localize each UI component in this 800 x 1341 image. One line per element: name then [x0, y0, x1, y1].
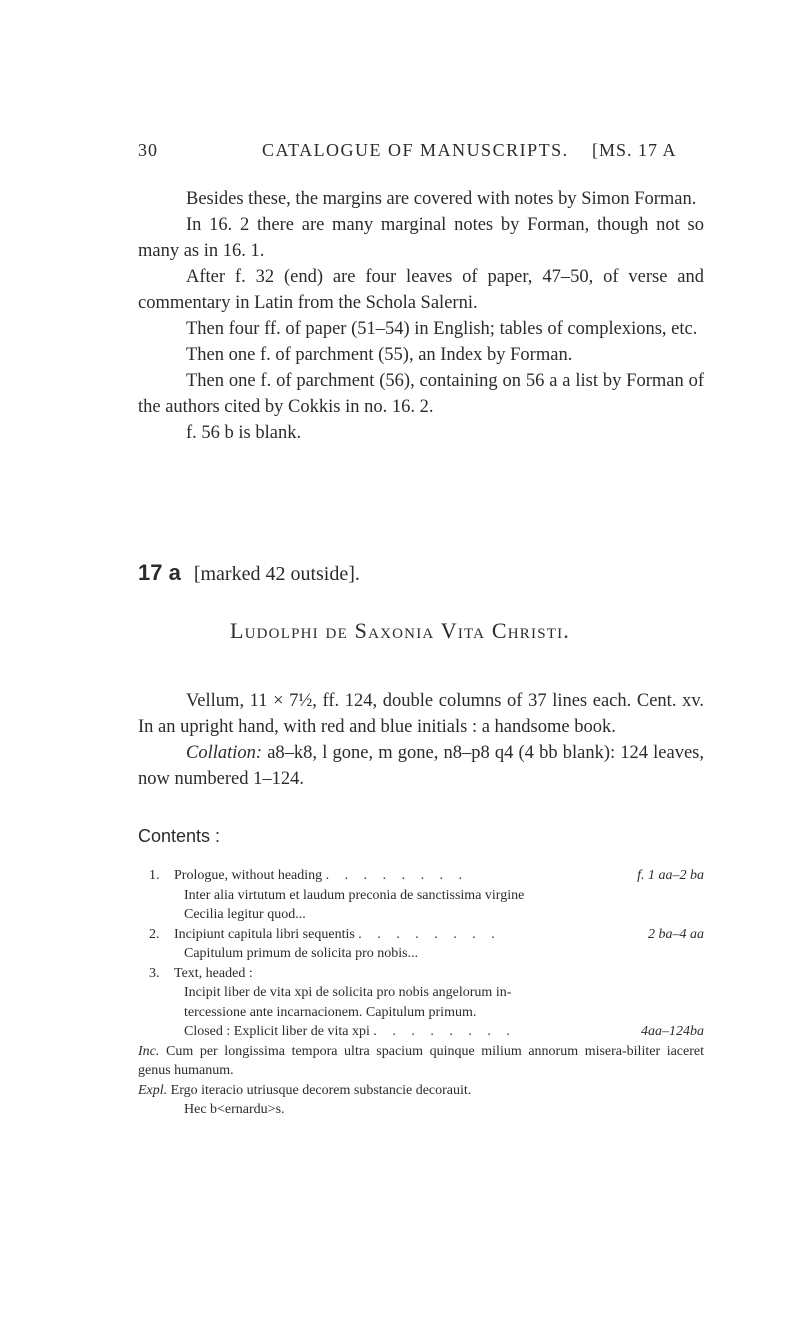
item-number: 1.: [149, 868, 160, 883]
intro-line: After f. 32 (end) are four leaves of paper, 47–50, of verse and commentary in Latin from the Schola Salerni.: [138, 267, 704, 313]
folio-ref: f. 1 aa–2 ba: [637, 868, 704, 883]
vellum-description: Vellum, 11 × 7½, ff. 124, double columns of 37 lines each. Cent. xv. In an upright hand, with red and blue initials : a handsome book.: [138, 691, 704, 737]
expl-label: Expl.: [138, 1082, 168, 1098]
collation-label: Collation:: [186, 743, 263, 763]
list-item: [138, 964, 704, 984]
section-marked: [marked 42 outside].: [193, 563, 360, 585]
folio-ref: 4aa–124ba: [641, 1024, 704, 1039]
folio-ref: 2 ba–4 aa: [648, 926, 704, 942]
item-number: 3.: [149, 965, 160, 981]
list-item-sub: Inter alia virtutum et laudum preconia de sanctissima virgine: [184, 887, 525, 903]
intro-line: Then four ff. of paper (51–54) in English; tables of complexions, etc.: [186, 319, 698, 339]
intro-line: Then one f. of parchment (56), containing on 56 a a list by Forman of the authors cited by Cokkis in no. 16. 2.: [138, 371, 704, 417]
section-number: 17 a: [138, 560, 181, 585]
intro-notes: [138, 186, 704, 446]
header-title: CATALOGUE OF MANUSCRIPTS.: [262, 140, 569, 160]
header-ms-ref: [MS. 17 A: [592, 140, 677, 160]
item-text: Prologue, without heading . . . . . . . .: [174, 868, 469, 883]
leader-dots: . . . . . . . .: [373, 1024, 516, 1039]
page-number: 30: [138, 140, 158, 160]
item-text: Incipiunt capitula libri sequentis . . . . . . . .: [174, 926, 501, 942]
list-item-sub: tercessione ante incarnacionem. Capitulum primum.: [184, 1004, 477, 1020]
contents-label: Contents :: [138, 826, 221, 846]
intro-line: Then one f. of parchment (55), an Index by Forman.: [186, 345, 573, 365]
explicit: [138, 1081, 704, 1101]
collation-line: [138, 740, 704, 792]
inc-label: Inc.: [138, 1043, 160, 1059]
list-item-sub: Incipit liber de vita xpi de solicita pro nobis angelorum in-: [184, 985, 512, 1000]
intro-line: In 16. 2 there are many marginal notes by Forman, though not so many as in 16. 1.: [138, 215, 704, 261]
intro-line: f. 56 b is blank.: [186, 423, 302, 443]
collation-text: a8–k8, l gone, m gone, n8–p8 q4 (4 bb blank): 124 leaves, now numbered 1–124.: [138, 743, 705, 789]
list-item: [138, 925, 704, 945]
work-title: Ludolphi de Saxonia Vita Christi.: [229, 618, 571, 643]
intro-line: Besides these, the margins are covered with notes by Simon Forman.: [186, 189, 697, 209]
incipit: [138, 1042, 704, 1081]
running-header: [0, 140, 800, 168]
item-number: 2.: [149, 926, 160, 942]
inc-text: Cum per longissima tempora ultra spacium quinque milium annorum misera-biliter iaceret genus humanum.: [138, 1043, 705, 1078]
contents-list: [138, 866, 704, 1120]
list-item: [138, 866, 704, 886]
leader-dots: . . . . . . . .: [325, 868, 469, 883]
list-item-sub: Cecilia legitur quod...: [184, 907, 306, 922]
expl-text: Ergo iteracio utriusque decorem substancie decorauit.: [170, 1082, 472, 1098]
closed-line: Closed : Explicit liber de vita xpi . . . . . . . . 4aa–124ba: [138, 1022, 704, 1042]
leader-dots: . . . . . . . .: [358, 926, 501, 942]
section-heading: [138, 560, 360, 586]
item-text: Text, headed :: [174, 965, 253, 981]
hec-line: Hec b<ernardu>s.: [184, 1102, 285, 1117]
list-item-sub: Capitulum primum de solicita pro nobis...: [184, 946, 419, 961]
description: [138, 688, 704, 792]
